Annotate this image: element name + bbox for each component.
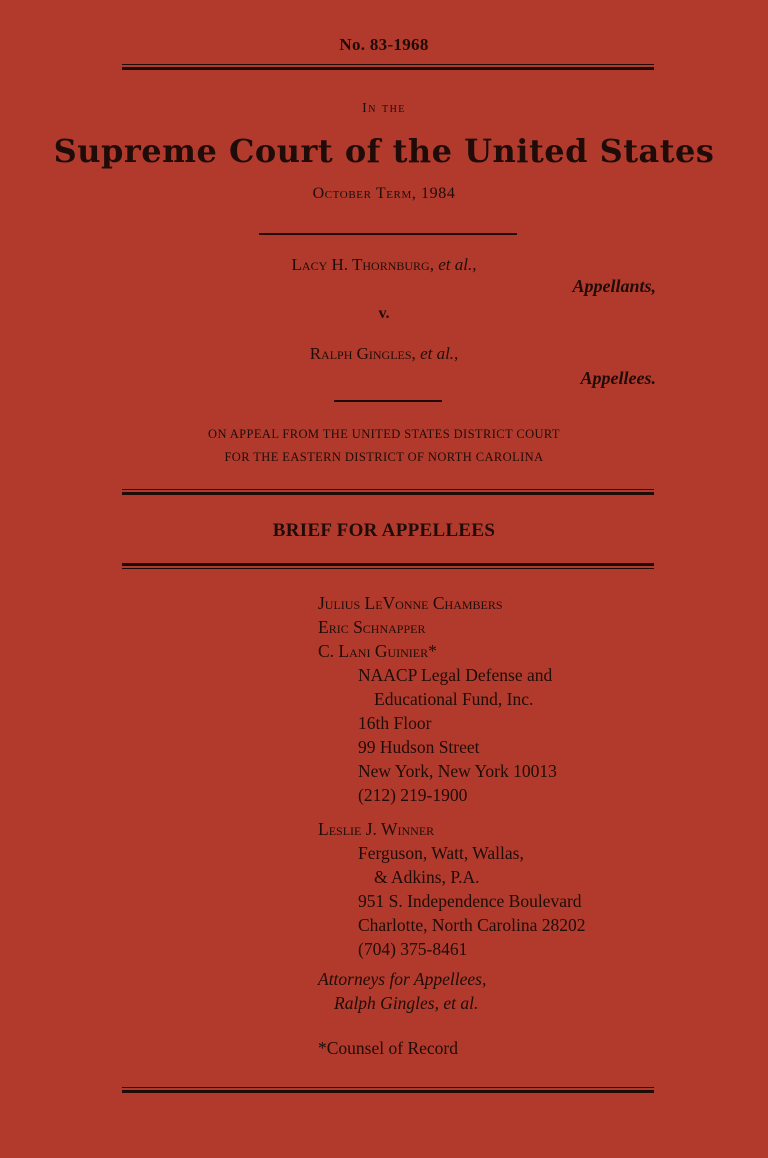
address-line: 951 S. Independence Boulevard: [358, 891, 582, 911]
appellants-name: Lacy H. Thornburg,: [291, 255, 434, 274]
appellees-et-al: et al.,: [420, 344, 459, 363]
lower-double-rule: [122, 563, 654, 569]
firm-name: Educational Fund, Inc.: [374, 689, 534, 709]
attorney-name: Julius LeVonne Chambers: [318, 593, 503, 613]
appellants-et-al: et al.,: [438, 255, 477, 274]
brief-title: BRIEF FOR APPELLEES: [272, 520, 496, 541]
top-double-rule: [122, 64, 654, 70]
address-line: 99 Hudson Street: [358, 737, 480, 757]
appeal-line-2: FOR THE EASTERN DISTRICT OF NORTH CAROLINA: [224, 450, 544, 464]
appellants-role: Appellants,: [572, 276, 656, 296]
caption-divider: [334, 400, 442, 402]
attorneys-for: [318, 967, 486, 1015]
counsel-block-2: [318, 817, 585, 961]
attorneys-for-line: Ralph Gingles, et al.: [334, 993, 479, 1013]
versus: v.: [378, 305, 390, 322]
bottom-double-rule: [122, 1087, 654, 1093]
phone-number: (704) 375-8461: [358, 939, 468, 959]
address-line: New York, New York 10013: [358, 761, 557, 781]
attorneys-for-line: Attorneys for Appellees,: [318, 969, 487, 989]
attorney-name: Eric Schnapper: [318, 617, 426, 637]
appellees-name: Ralph Gingles,: [309, 344, 416, 363]
attorney-name: Leslie J. Winner: [318, 819, 435, 839]
court-name: Supreme Court of the United States: [53, 132, 715, 170]
firm-name: Ferguson, Watt, Wallas,: [358, 843, 524, 863]
firm-name: & Adkins, P.A.: [374, 867, 480, 887]
court-term: October Term, 1984: [312, 185, 456, 202]
address-line: Charlotte, North Carolina 28202: [358, 915, 586, 935]
attorney-name: C. Lani Guinier*: [318, 641, 437, 661]
docket-number: No. 83-1968: [339, 35, 429, 54]
firm-name: NAACP Legal Defense and: [358, 665, 553, 685]
court-prefix: In the: [362, 101, 406, 116]
counsel-block-1: [318, 591, 557, 807]
counsel-of-record-note: *Counsel of Record: [318, 1038, 458, 1058]
appellants-party: [0, 255, 768, 275]
appeal-line-1: ON APPEAL FROM THE UNITED STATES DISTRICT COURT: [208, 427, 560, 441]
appellees-role: Appellees.: [580, 368, 656, 388]
phone-number: (212) 219-1900: [358, 785, 468, 805]
address-line: 16th Floor: [358, 713, 432, 733]
middle-double-rule: [122, 489, 654, 495]
appellees-party: [0, 344, 768, 364]
term-divider: [259, 233, 517, 235]
